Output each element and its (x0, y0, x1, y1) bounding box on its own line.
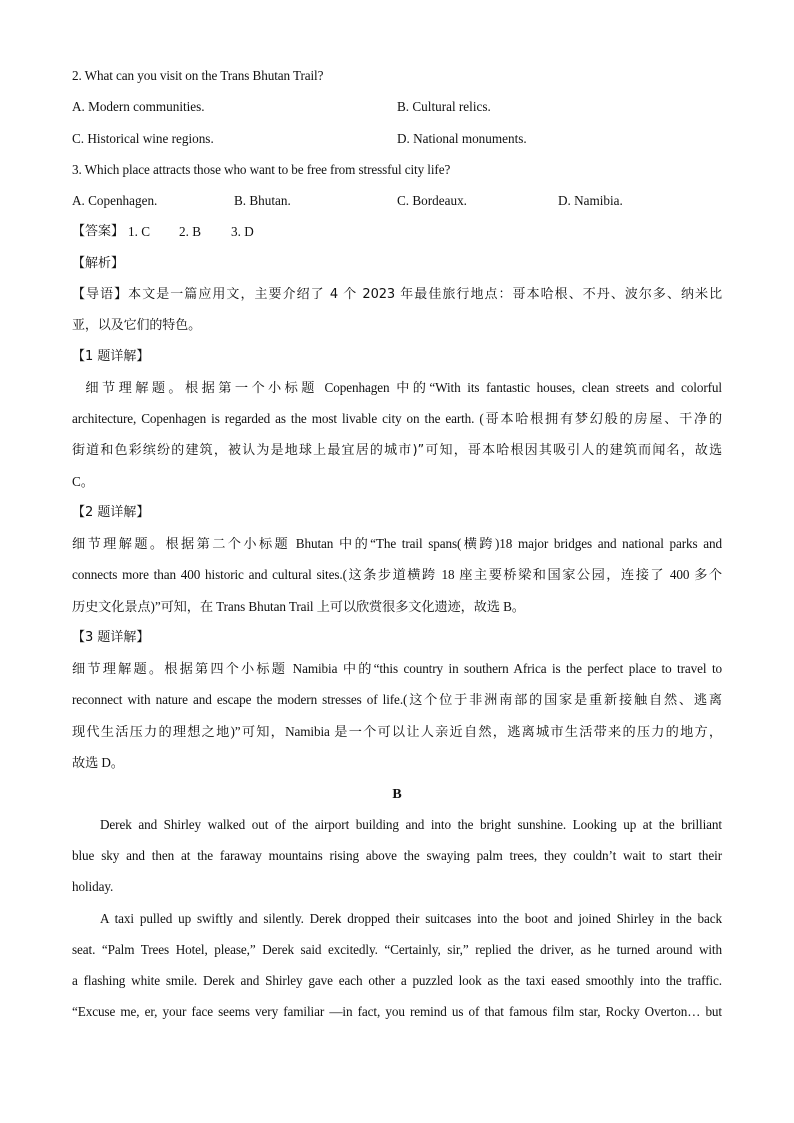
detail-3-tag: 【3 题详解】 (72, 630, 150, 645)
q2-option-b: B. Cultural relics. (397, 99, 491, 114)
passage-p1-line-2: blue sky and then at the faraway mountains rising above the swaying palm trees, they couldn’t wait to start their (72, 848, 722, 863)
detail-3-line-4: 故选 D。 (72, 755, 124, 770)
passage-p1-line-3: holiday. (72, 879, 114, 894)
detail-2-line-1: 细节理解题。根据第二个小标题 Bhutan 中的“The trail spans(横跨)18 major bridges and national parks and (72, 536, 722, 551)
passage-p1-line-1: Derek and Shirley walked out of the airport building and into the bright sunshine. Looking up at the brilliant (100, 817, 722, 832)
guide-line-1: 【导语】本文是一篇应用文，主要介绍了 4 个 2023 年最佳旅行地点：哥本哈根、不丹、波尔多、纳米比 (72, 287, 722, 302)
answer-1: 1. C (128, 224, 150, 239)
q3-option-c: C. Bordeaux. (397, 193, 467, 208)
answer-3: 3. D (231, 224, 254, 239)
detail-3-line-2: reconnect with nature and escape the modern stresses of life.(这个位于非洲南部的国家是重新接触自然、逃离 (72, 692, 722, 707)
detail-1-line-3: 街道和色彩缤纷的建筑，被认为是地球上最宜居的城市)”可知，哥本哈根因其吸引人的建筑而闻名，故选 (72, 443, 722, 458)
detail-1-tag: 【1 题详解】 (72, 349, 150, 364)
passage-p2-line-4: “Excuse me, er, your face seems very familiar —in fact, you remind us of that famous film star, Rocky Overton… but (72, 1004, 722, 1019)
answer-2: 2. B (179, 224, 201, 239)
answer-tag: 【答案】 (72, 224, 125, 239)
detail-2-line-3: 历史文化景点)”可知，在 Trans Bhutan Trail 上可以欣赏很多文化遗迹，故选 B。 (72, 599, 525, 614)
detail-1-line-1: 细节理解题。根据第一个小标题 Copenhagen 中的“With its fantastic houses, clean streets and colorful (72, 380, 722, 395)
detail-2-tag: 【2 题详解】 (72, 505, 150, 520)
section-b-heading: B (392, 787, 402, 802)
q2-option-a: A. Modern communities. (72, 99, 205, 114)
passage-p2-line-2: seat. “Palm Trees Hotel, please,” Derek said excitedly. “Certainly, sir,” replied the driver, as he turned around with (72, 942, 722, 957)
analysis-tag: 【解析】 (72, 256, 125, 271)
detail-3-line-3: 现代生活压力的理想之地)”可知，Namibia 是一个可以让人亲近自然，逃离城市生活带来的压力的地方， (72, 724, 722, 739)
detail-1-line-2: architecture, Copenhagen is regarded as the most livable city on the earth. (哥本哈根拥有梦幻般的房屋、干净的 (72, 411, 722, 426)
q2-option-c: C. Historical wine regions. (72, 131, 214, 146)
q3-option-a: A. Copenhagen. (72, 193, 158, 208)
q3-option-d: D. Namibia. (558, 193, 623, 208)
detail-3-line-1: 细节理解题。根据第四个小标题 Namibia 中的“this country in southern Africa is the perfect place to travel to (72, 661, 722, 676)
guide-line-2: 亚，以及它们的特色。 (72, 318, 202, 333)
q3-option-b: B. Bhutan. (234, 193, 291, 208)
passage-p2-line-1: A taxi pulled up swiftly and silently. Derek dropped their suitcases into the boot and joined Shirley in the back (100, 911, 722, 926)
passage-p2-line-3: a flashing white smile. Derek and Shirley gave each other a puzzled look as the taxi eased smoothly into the traffic. (72, 973, 722, 988)
detail-1-line-4: C。 (72, 474, 94, 489)
question-3-text: 3. Which place attracts those who want to be free from stressful city life? (72, 162, 451, 177)
detail-2-line-2: connects more than 400 historic and cultural sites.(这条步道横跨 18 座主要桥梁和国家公园，连接了 400 多个 (72, 567, 722, 582)
q2-option-d: D. National monuments. (397, 131, 527, 146)
question-2-text: 2. What can you visit on the Trans Bhutan Trail? (72, 68, 324, 83)
